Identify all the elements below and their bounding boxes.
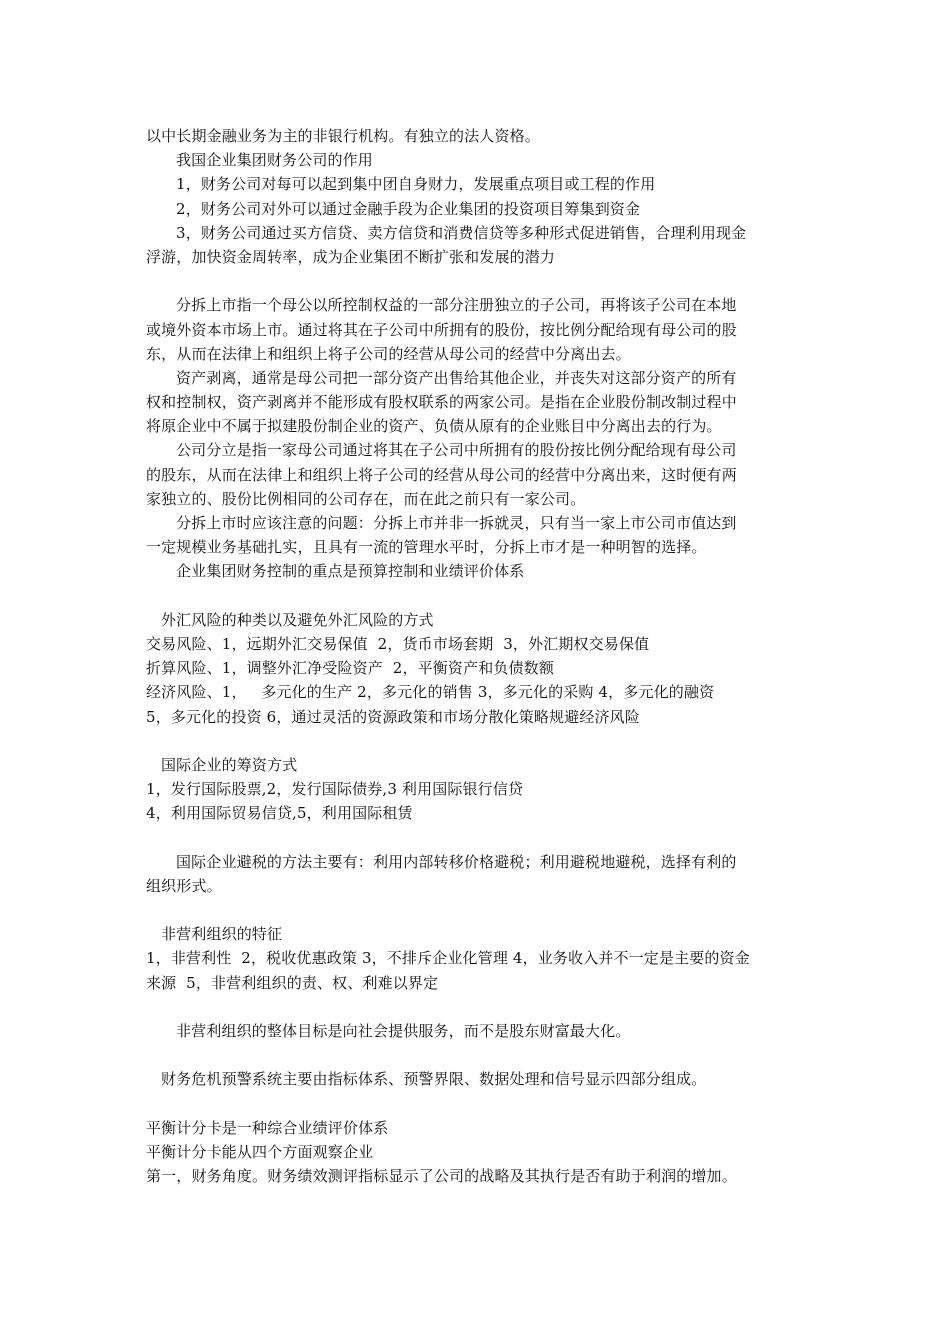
text-line: 资产剥离，通常是母公司把一部分资产出售给其他企业，并丧失对这部分资产的所有 — [176, 368, 737, 387]
text-line: 国际企业的筹资方式 — [161, 755, 298, 774]
text-line: 权和控制权，资产剥离并不能形成有股权联系的两家公司。是指在企业股份制改制过程中 — [146, 393, 737, 412]
text-line: 组织形式。 — [146, 876, 222, 895]
text-line: 国际企业避税的方法主要有：利用内部转移价格避税；利用避税地避税，选择有利的 — [176, 852, 737, 871]
blank-line — [146, 584, 810, 608]
text-line: 2，财务公司对外可以通过金融手段为企业集团的投资项目筹集到资金 — [176, 199, 641, 218]
blank-line — [146, 825, 810, 849]
text-line: 企业集团财务控制的重点是预算控制和业绩评价体系 — [176, 562, 525, 581]
blank-line — [146, 995, 810, 1019]
text-line: 一定规模业务基础扎实，且具有一流的管理水平时，分拆上市才是一种明智的选择。 — [146, 538, 707, 557]
text-line: 将原企业中不属于拟建股份制企业的资产、负债从原有的企业账目中分离出去的行为。 — [146, 417, 722, 436]
text-line: 公司分立是指一家母公司通过将其在子公司中所拥有的股份按比例分配给现有母公司 — [176, 441, 737, 460]
text-line: 外汇风险的种类以及避免外汇风险的方式 — [161, 610, 434, 629]
text-line: 3，财务公司通过买方信贷、卖方信贷和消费信贷等多种形式促进销售，合理利用现金 — [176, 223, 747, 242]
text-line: 家独立的、股份比例相同的公司存在，而在此之前只有一家公司。 — [146, 489, 586, 508]
text-line: 4，利用国际贸易信贷,5，利用国际租赁 — [146, 804, 413, 823]
text-line: 1，发行国际股票,2，发行国际债券,3 利用国际银行信贷 — [146, 780, 524, 799]
text-line: 分拆上市时应该注意的问题：分拆上市并非一拆就灵，只有当一家上市公司市值达到 — [176, 514, 737, 532]
blank-line — [146, 269, 810, 293]
text-line: 以中长期金融业务为主的非银行机构。有独立的法人资格。 — [146, 127, 540, 145]
text-line: 平衡计分卡能从四个方面观察企业 — [146, 1142, 374, 1161]
text-line: 经济风险、1， 多元化的生产 2，多元化的销售 3，多元化的采购 4，多元化的融资 — [146, 683, 715, 702]
blank-line — [146, 1043, 810, 1067]
text-line: 浮游，加快资金周转率，成为企业集团不断扩张和发展的潜力 — [146, 247, 556, 266]
text-line: 1，非营利性 2，税收优惠政策 3，不排斥企业化管理 4，业务收入并不一定是主要的资金 — [146, 949, 750, 968]
text-line: 非营利组织的特征 — [161, 925, 283, 944]
text-line: 折算风险、1，调整外汇净受险资产 2，平衡资产和负债数额 — [146, 659, 554, 678]
text-line: 交易风险、1，远期外汇交易保值 2，货币市场套期 3，外汇期权交易保值 — [146, 634, 650, 653]
blank-line — [146, 729, 810, 753]
document-page — [146, 124, 810, 1188]
text-line: 的股东，从而在法律上和组织上将子公司的经营从母公司的经营中分离出来，这时便有两 — [146, 465, 737, 484]
text-line: 平衡计分卡是一种综合业绩评价体系 — [146, 1118, 389, 1137]
text-line: 东，从而在法律上和组织上将子公司的经营从母公司的经营中分离出去。 — [146, 344, 631, 363]
blank-line — [146, 898, 810, 922]
text-line: 1，财务公司对每可以起到集中团自身财力，发展重点项目或工程的作用 — [176, 175, 656, 194]
text-line: 财务危机预警系统主要由指标体系、预警界限、数据处理和信号显示四部分组成。 — [161, 1070, 707, 1089]
text-line: 第一，财务角度。财务绩效测评指标显示了公司的战略及其执行是否有助于利润的增加。 — [146, 1167, 737, 1186]
text-line: 非营利组织的整体目标是向社会提供服务，而不是股东财富最大化。 — [176, 1021, 631, 1040]
text-line: 来源 5，非营利组织的责、权、利难以界定 — [146, 973, 439, 992]
text-line: 我国企业集团财务公司的作用 — [176, 151, 373, 170]
text-line: 或境外资本市场上市。通过将其在子公司中所拥有的股份，按比例分配给现有母公司的股 — [146, 320, 737, 339]
text-line: 分拆上市指一个母公以所控制权益的一部分注册独立的子公司，再将该子公司在本地 — [176, 296, 737, 315]
text-line: 5，多元化的投资 6，通过灵活的资源政策和市场分散化策略规避经济风险 — [146, 707, 640, 726]
blank-line — [146, 1092, 810, 1116]
